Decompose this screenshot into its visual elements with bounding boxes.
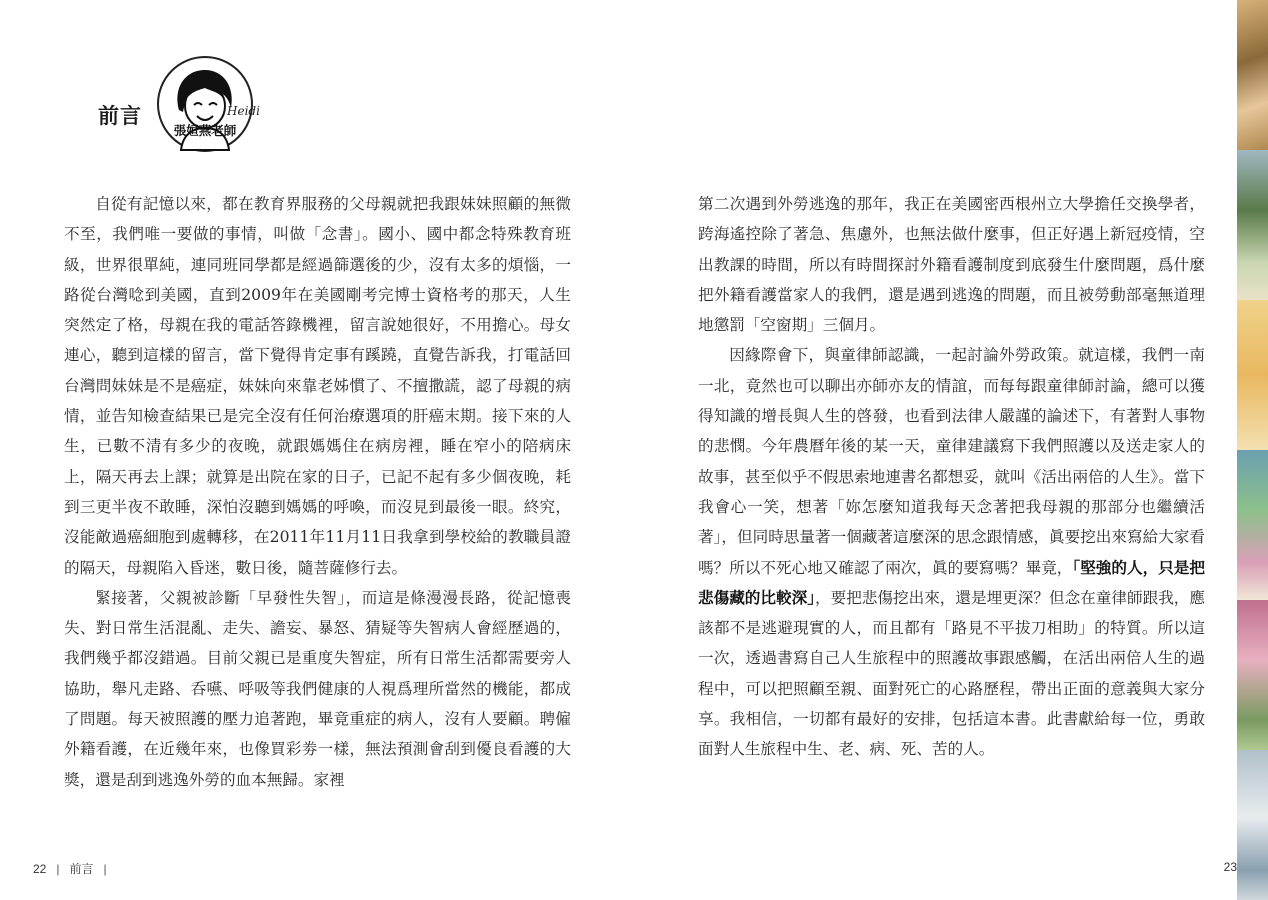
folio-separator: | xyxy=(103,862,107,876)
left-folio xyxy=(33,860,117,877)
paragraph-text: ，要把悲傷挖出來，還是埋更深？但念在童律師跟我，應該都不是逃避現實的人，而且都有「路見不平拔刀相助」的特質。所以這一次，透過書寫自己人生旅程中的照護故事跟感觸，在活出兩倍人生的過程中，可以把照顧至親、面對死亡的心路歷程，帶出正面的意義與大家分享。我相信，一切都有最好的安排，包括這本書。此書獻給每一位，勇敢面對人生旅程中生、老、病、死、苦的人。 xyxy=(698,588,1205,759)
badge-signature: Heidi xyxy=(227,104,260,118)
author-badge xyxy=(157,56,260,152)
paragraph: 緊接著，父親被診斷「早發性失智」，而這是條漫漫長路，從記憶喪失、對日常生活混亂、走失、譫妄、暴怒、猜疑等失智病人會經歷過的，我們幾乎都沒錯過。目前父親已是重度失智症，所有日常生活都需要旁人協助，舉凡走路、呑嚥、呼吸等我們健康的人視爲理所當然的機能，都成了問題。每天被照護的壓力追著跑，畢竟重症的病人，沒有人要顧。聘僱外籍看護，在近幾年來，也像買彩劵一樣，無法預測會刮到優良看護的大獎，還是刮到逃逸外勞的血本無歸。家裡 xyxy=(64,588,571,789)
folio-separator: | xyxy=(56,862,60,876)
paragraph xyxy=(698,340,1205,764)
paragraph: 第二次遇到外勞逃逸的那年，我正在美國密西根州立大學擔任交換學者，跨海遙控除了著急、焦慮外，也無法做什麼事，但正好遇上新冠疫情，空出教課的時間，所以有時間探討外籍看護制度到底發生什麼問題，爲什麼把外籍看護當家人的我們，還是遇到逃逸的問題，而且被勞動部毫無道理地懲罰「空窗期」三個月。 xyxy=(698,195,1205,335)
right-page xyxy=(634,0,1268,900)
edge-illustration-strip xyxy=(1237,0,1268,900)
emphasized-quote: 「堅強的人，只是把悲傷藏的比較深」 xyxy=(698,557,1205,607)
right-body-text xyxy=(698,189,1205,765)
right-page-number: 23 xyxy=(1223,860,1237,874)
page-number: 22 xyxy=(33,862,47,876)
left-body-text xyxy=(64,189,571,795)
paragraph-text: 因緣際會下，與童律師認識，一起討論外勞政策。就這樣，我們一南一北，竟然也可以聊出亦師亦友的情誼，而每每跟童律師討論，總可以獲得知識的增長與人生的啓發，也看到法律人嚴謹的論述下，有著對人事物的悲憫。今年農曆年後的某一天，童律建議寫下我們照護以及送走家人的故事，甚至似乎不假思索地連書名都想妥，就叫《活出兩倍的人生》。當下我會心一笑，想著「妳怎麼知道我每天念著把我母親的那部分也繼續活著」，但同時思量著一個藏著這麼深的思念跟情感，眞要挖出來寫給大家看嗎？所以不死心地又確認了兩次，眞的要寫嗎？畢竟， xyxy=(698,346,1205,577)
running-section: 前言 xyxy=(69,862,94,876)
badge-author-name: 張姮燕老師 xyxy=(173,123,237,138)
paragraph: 自從有記憶以來，都在教育界服務的父母親就把我跟妹妹照顧的無微不至，我們唯一要做的事情，叫做「念書」。國小、國中都念特殊教育班級，世界很單純，連同班同學都是經過篩選後的少，沒有太多的煩惱，一路從台灣唸到美國，直到2009年在美國剛考完博士資格考的那天，人生突然定了格，母親在我的電話答錄機裡，留言說她很好，不用擔心。母女連心，聽到這樣的留言，當下覺得肯定事有蹊蹺，直覺告訴我，打電話回台灣問妹妹是不是癌症，妹妹向來靠老姊慣了、不擅撒謊，認了母親的病情，並告知檢查結果已是完全沒有任何治療選項的肝癌末期。接下來的人生，已數不清有多少的夜晚，就跟媽媽住在病房裡，睡在窄小的陪病床上，隔天再去上課；就算是出院在家的日子，已記不起有多少個夜晚，耗到三更半夜不敢睡，深怕沒聽到媽媽的呼喚，而沒見到最後一眼。終究，沒能敵過癌細胞到處轉移，在2011年11月11日我拿到學校給的教職員證的隔天，母親陷入昏迷，數日後，隨菩薩修行去。 xyxy=(64,195,571,577)
page-heading: 前言 xyxy=(98,103,142,128)
